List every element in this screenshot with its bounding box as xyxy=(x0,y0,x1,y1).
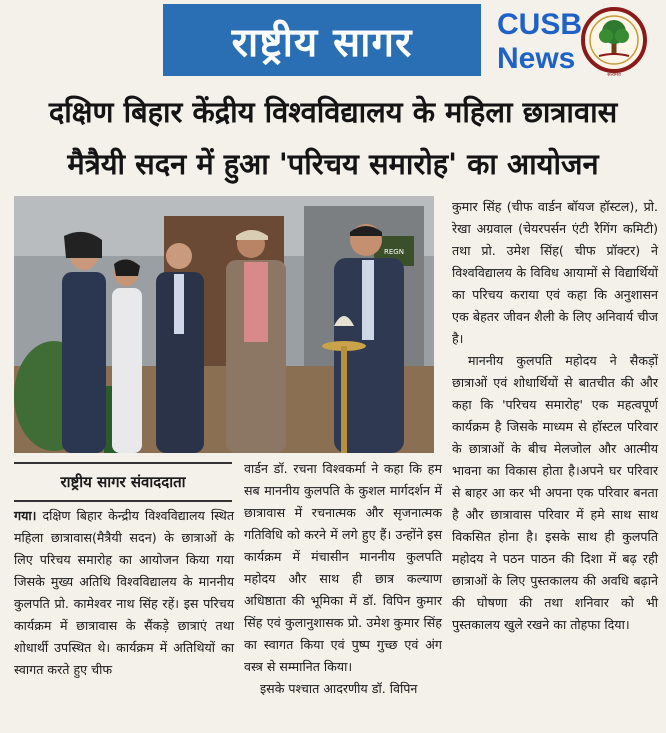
person-man-suit xyxy=(156,243,204,453)
masthead-title: राष्ट्रीय सागर xyxy=(231,18,413,66)
byline xyxy=(14,462,232,502)
column-2-paragraph-1: वार्डन डॉ. रचना विश्वकर्मा ने कहा कि हम सब माननीय कुलपति के कुशल मार्गदर्शन में छात्रावास में रचनात्मक और सृजनात्मक गतिविधि को करने में लगे हुए हैं। उन्होंने इस कार्यक्रम में मंचासीन माननीय कुलपति महोदय और साथ ही छात्र कल्याण अधिष्ठाता की भूमिका में डॉ. विपिन कुमार सिंह एवं कुलानुशासक प्रो. उमेश कुमार सिंह का स्वागत किया एवं पुष्प गुच्छ एवं अंग वस्त्र से सम्मानित किया। xyxy=(244,461,442,674)
masthead xyxy=(163,4,481,76)
headline-line-1: दक्षिण बिहार केंद्रीय विश्वविद्यालय के महिला छात्रावास xyxy=(48,95,618,129)
dateline: गया। xyxy=(14,508,37,523)
university-logo-icon xyxy=(573,6,655,78)
article-column-2 xyxy=(244,458,442,700)
article-column-3 xyxy=(452,196,658,636)
headline-line-2: मैत्रैयी सदन में हुआ 'परिचय समारोह' का आयोजन xyxy=(67,147,599,181)
column-3-paragraph-1: कुमार सिंह (चीफ वार्डन बॉयज हॉस्टल), प्रो. रेखा अग्रवाल (चेयरपर्सन एंटी रैगिंग कमिटी) तथा प्रो. उमेश सिंह( चीफ प्रॉक्टर) ने विश्वविद्यालय के विविध आयामों से विद्यार्थियों का परिचय कराया एवं कहा कि अनुशासन एक बेहतर जीवन शैली के लिए अनिवार्य चीज है। xyxy=(452,199,658,346)
column-3-paragraph-2: माननीय कुलपति महोदय ने सैकड़ों छात्राओं एवं शोधार्थियों से बातचीत की और कहा कि 'परिचय समारोह' एक महत्वपूर्ण कार्यक्रम है जिसके माध्यम से हॉस्टल परिवार के छात्राओं के बीच मेलजोल और आत्मीय भावना का विकास होता है।अपने घर परिवार से बाहर आ कर भी अपना एक परिवार बनता है और छात्रावास परिवार में हमे साथ साथ विकसित होना है। इसके साथ ही कुलपति महोदय ने पठन पाठन की दिशा में बढ़ रही छात्राओं के लिए पुस्तकालय की अवधि बढ़ाने की घोषणा की तथा शनिवार को भी पुस्तकालय खुले रखने का तोहफा दिया। xyxy=(452,353,658,632)
event-photo xyxy=(14,196,434,453)
article-column-1 xyxy=(14,505,234,681)
column-2-paragraph-2: इसके पश्चात आदरणीय डॉ. विपिन xyxy=(260,681,418,696)
svg-text:सत्यमेव: सत्यमेव xyxy=(607,72,621,78)
cusb-news-label xyxy=(497,8,583,76)
cusb-text: CUSB xyxy=(497,8,583,41)
column-1-text: दक्षिण बिहार केन्द्रीय विश्वविद्यालय स्थित महिला छात्रावास(मैत्रैयी सदन) के छात्राओं के लिए परिचय समारोह का आयोजन किया गया जिसके मुख्य अतिथि विश्वविद्यालय के माननीय कुलपति प्रो. कामेश्वर नाथ सिंह रहें। इस परिचय कार्यक्रम में छात्रावास के सैंकड़े छात्राएं तथा शोधार्थी उपस्थित थे। कार्यक्रम में अतिथियों का स्वागत करते हुए चीफ xyxy=(14,508,234,677)
photo-sign-text: REGN xyxy=(384,248,404,256)
news-text: News xyxy=(497,42,576,75)
byline-text: राष्ट्रीय सागर संवाददाता xyxy=(60,473,186,491)
person-man-cap xyxy=(226,230,286,453)
